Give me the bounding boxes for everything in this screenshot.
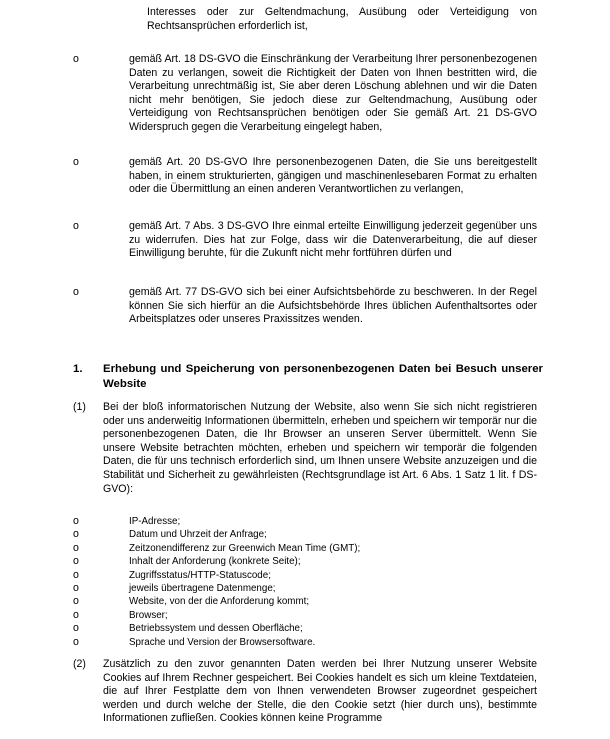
right-complaint: gemäß Art. 77 DS-GVO sich bei einer Aufsichtsbehörde zu beschweren. In der Regel können Sie sich hierfür an die Aufsichtsbehörde Ihres üblichen Aufenthaltsortes oder Arbeitsplatzes oder unseres Praxissitzes wenden.	[129, 286, 537, 326]
bullet-mark: o	[73, 220, 79, 232]
right-restriction: gemäß Art. 18 DS-GVO die Einschränkung der Verarbeitung Ihrer personenbezogenen Daten zu verlangen, soweit die Richtigkeit der Daten von Ihnen bestritten wird, die Verarbeitung unrechtmäßig ist, Sie aber deren Löschung ablehnen und wir die Daten nicht mehr benötigen, Sie jedoch diese zur Geltendmachung, Ausübung oder Verteidigung von Rechtsansprüchen benötigen oder Sie gemäß Art. 21 DS-GVO Widerspruch gegen die Verarbeitung eingelegt haben,	[129, 53, 537, 133]
bullet-mark: o	[73, 286, 79, 298]
list-item: o Datum und Uhrzeit der Anfrage;	[73, 528, 267, 541]
right-withdraw-consent: gemäß Art. 7 Abs. 3 DS-GVO Ihre einmal erteilte Einwilligung jederzeit gegenüber uns zu widerrufen. Dies hat zur Folge, dass wir die Datenverarbeitung, die auf dieser Einwilligung beruhte, für die Zukunft nicht mehr fortführen dürfen und	[129, 220, 537, 260]
paragraph-number: (1)	[73, 401, 86, 413]
list-item: o Zeitzonendifferenz zur Greenwich Mean Time (GMT);	[73, 541, 361, 554]
list-item: o Browser;	[73, 608, 168, 621]
list-item: o Zugriffsstatus/HTTP-Statuscode;	[73, 568, 271, 581]
paragraph-text: Zusätzlich zu den zuvor genannten Daten werden bei Ihrer Nutzung unserer Website Cookies auf Ihrem Rechner gespeichert. Bei Cookies handelt es sich um kleine Textdateien, die auf Ihrer Festplatte dem von Ihnen verwendeten Browser zugeordnet gespeichert werden und durch welche der Stelle, die den Cookie setzt (hier durch uns), bestimmte Informationen zufließen. Cookies können keine Programme	[103, 658, 537, 725]
bullet-mark: o	[73, 156, 79, 168]
list-item: o jeweils übertragene Datenmenge;	[73, 581, 276, 594]
list-item: o Sprache und Version der Browsersoftware.	[73, 635, 316, 648]
paragraph-number: (2)	[73, 658, 86, 670]
section-title: Erhebung und Speicherung von personenbezogenen Daten bei Besuch unserer Website	[103, 363, 543, 390]
list-item: o Betriebssystem und dessen Oberfläche;	[73, 622, 303, 635]
list-item: o IP-Adresse;	[73, 515, 181, 527]
list-item: o Website, von der die Anforderung kommt;	[73, 595, 310, 608]
list-item: o Inhalt der Anforderung (konkrete Seite);	[73, 555, 301, 568]
right-portability: gemäß Art. 20 DS-GVO Ihre personenbezogenen Daten, die Sie uns bereitgestellt haben, in einem strukturierten, gängigen und maschinenlesebaren Format zu erhalten oder die Übermittlung an einen anderen Verantwortlichen zu verlangen,	[129, 156, 537, 196]
section-number: 1.	[73, 363, 83, 375]
continuation-text: Interesses oder zur Geltendmachung, Ausübung oder Verteidigung von Rechtsansprüchen erforderlich ist,	[147, 6, 537, 32]
collected-data-list	[73, 515, 543, 649]
bullet-mark: o	[73, 53, 79, 65]
paragraph-text: Bei der bloß informatorischen Nutzung der Website, also wenn Sie sich nicht registrieren oder uns anderweitig Informationen übermitteln, erheben und speichern wir temporär nur die personenbezogenen Daten, die Ihr Browser an unseren Server übermittelt. Wenn Sie unsere Website betrachten möchten, erheben und speichern wir temporär die folgenden Daten, die für uns technisch erforderlich sind, um Ihnen unsere Website anzuzeigen und die Stabilität und Sicherheit zu gewährleisten (Rechtsgrundlage ist Art. 6 Abs. 1 Satz 1 lit. f DS-GVO):	[103, 401, 537, 495]
